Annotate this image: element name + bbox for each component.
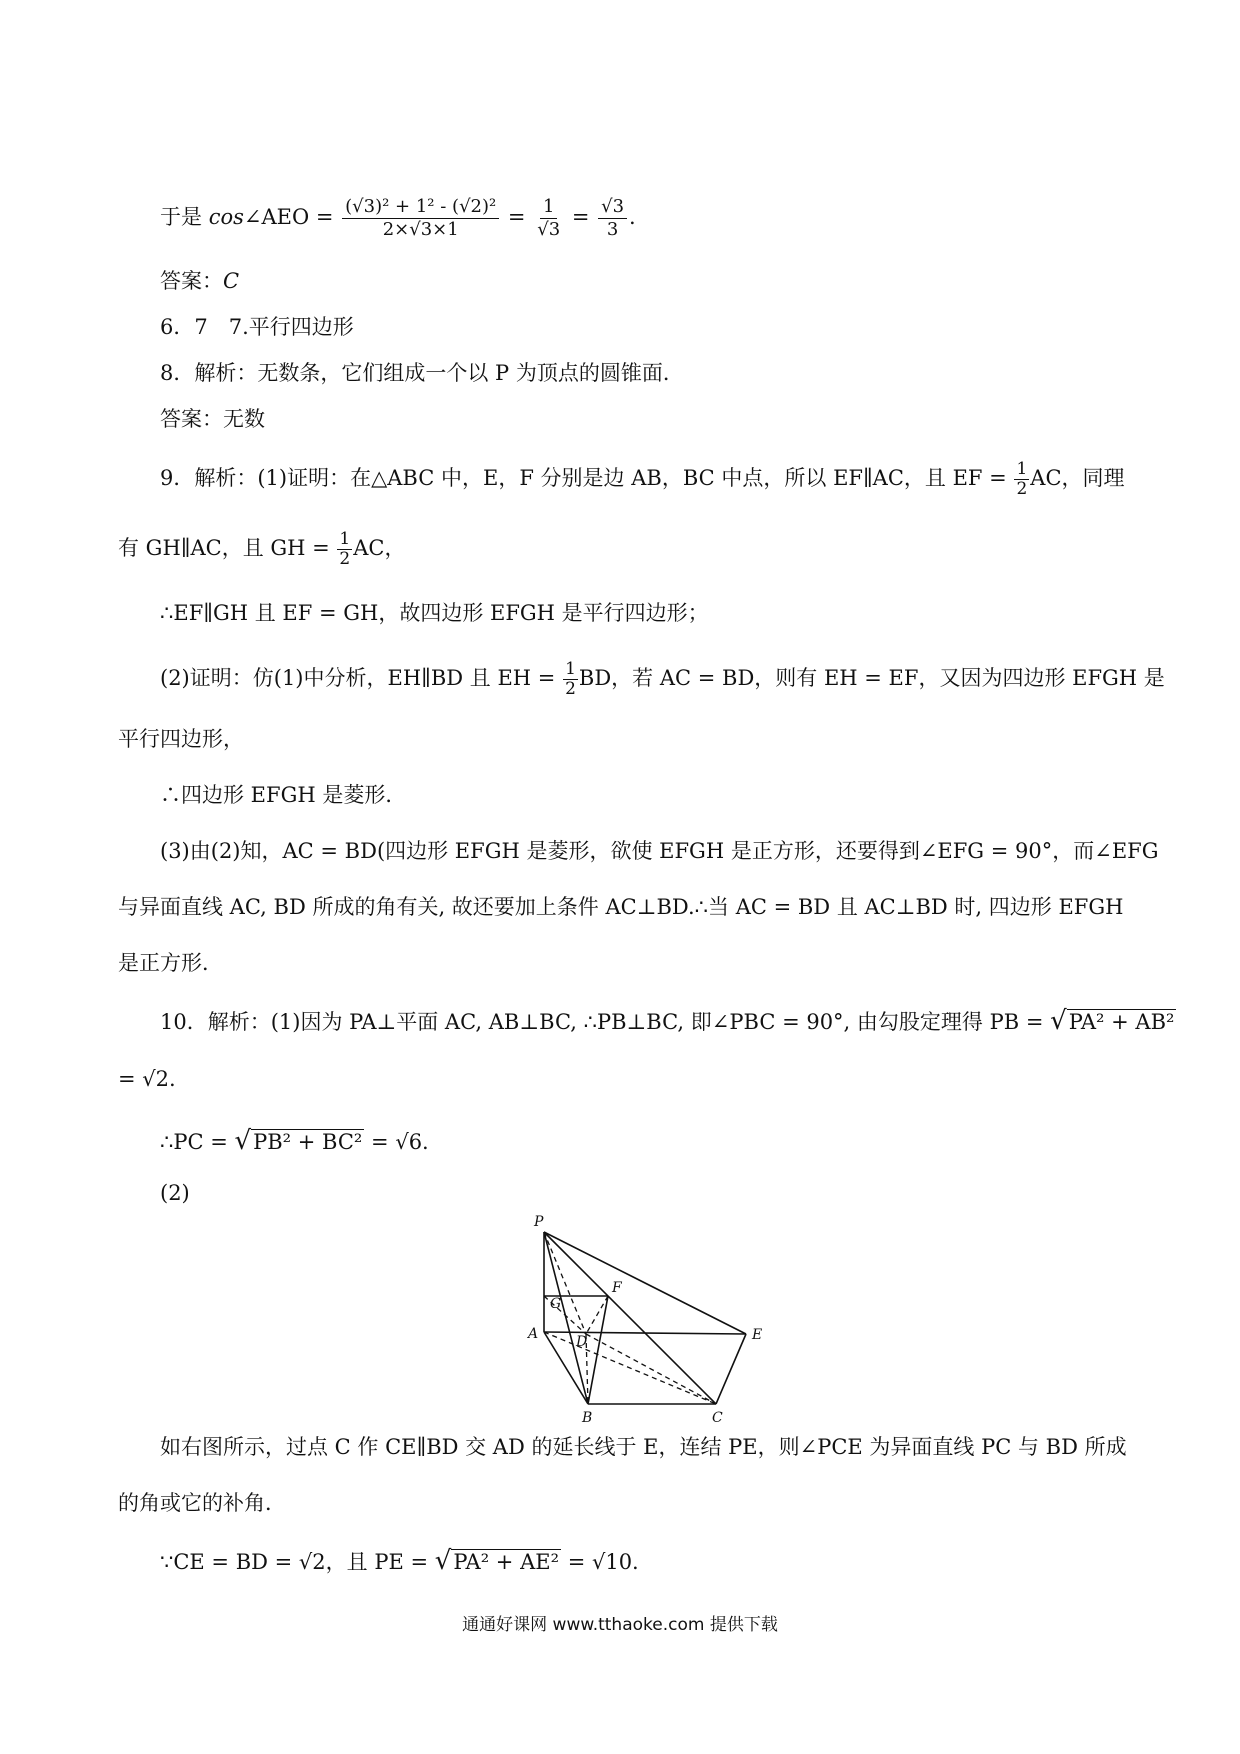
sqrt-expression: [235, 1126, 365, 1157]
radical-sign-icon: √: [1050, 1006, 1067, 1036]
text-segment: = √10.: [567, 1550, 639, 1574]
solution-9-line-7: (3)由(2)知，AC = BD(四边形 EFGH 是菱形，欲使 EFGH 是正方形，还要得到∠EFG = 90°，而∠EFG: [160, 839, 1159, 863]
cos-main-fraction: [342, 196, 499, 241]
text-segment: 10．解析：(1)因为 PA⊥平面 AC, AB⊥BC, ∴PB⊥BC, 即∠PBC = 90°, 由勾股定理得 PB =: [160, 1010, 1044, 1034]
fraction-numerator: √3: [598, 196, 627, 219]
solution-10-line-2: = √2.: [118, 1067, 176, 1091]
solution-9-line-6: ∴四边形 EFGH 是菱形．: [160, 783, 407, 807]
radicand: PA² + AE²: [453, 1550, 559, 1574]
text-segment: (2)证明：仿(1)中分析，EH∥BD 且 EH =: [160, 666, 556, 690]
half-fraction: [337, 530, 352, 569]
answer-line-8-result: 答案：无数: [160, 407, 265, 431]
fraction-denominator: 2: [1016, 479, 1028, 499]
text-segment: AC，: [353, 536, 406, 560]
solution-9-line-5: 平行四边形，: [118, 727, 244, 751]
label-b: B: [582, 1410, 593, 1426]
text-segment: ∴PC =: [160, 1130, 228, 1154]
fraction-numerator: (√3)² + 1² - (√2)²: [342, 196, 499, 219]
period: .: [629, 205, 636, 229]
fraction-denominator: √3: [537, 219, 561, 240]
cos-second-fraction: [534, 196, 563, 241]
answer-line-c: [160, 266, 239, 296]
sqrt-expression: [435, 1546, 561, 1577]
radicand: PB² + BC²: [253, 1130, 363, 1154]
solution-9-line-3: ∴EF∥GH 且 EF = GH，故四边形 EFGH 是平行四边形；: [160, 601, 709, 625]
fraction-numerator: 1: [339, 529, 351, 549]
solution-10-line-6: 的角或它的补角．: [118, 1491, 286, 1515]
label-p: P: [534, 1214, 544, 1230]
solution-10-line-7: [160, 1546, 639, 1577]
half-fraction: [563, 660, 578, 699]
fraction-numerator: 1: [565, 659, 576, 679]
text-prefix: 于是: [160, 205, 202, 229]
answer-line-6-7: 6．7 7.平行四边形: [160, 315, 354, 339]
solution-9-line-8: 与异面直线 AC, BD 所成的角有关, 故还要加上条件 AC⊥BD.∴当 AC = BD 且 AC⊥BD 时, 四边形 EFGH: [118, 895, 1124, 919]
solution-10-line-4: (2): [160, 1181, 190, 1205]
label-c: C: [712, 1410, 723, 1426]
text-segment: ∵CE = BD = √2，且 PE =: [160, 1550, 429, 1574]
fraction-denominator: 2: [339, 549, 351, 569]
answer-line-8: 8．解析：无数条，它们组成一个以 P 为顶点的圆锥面．: [160, 361, 684, 385]
text-segment: AC，同理: [1030, 466, 1125, 490]
radical-sign-icon: √: [434, 1546, 452, 1576]
equals-sign: =: [571, 205, 590, 229]
solution-10-line-5: 如右图所示，过点 C 作 CE∥BD 交 AD 的延长线于 E，连结 PE，则∠PCE 为异面直线 PC 与 BD 所成: [160, 1435, 1127, 1459]
fraction-numerator: 1: [1016, 459, 1028, 479]
answer-value: C: [223, 269, 240, 293]
radicand: PA² + AB²: [1068, 1010, 1175, 1034]
radical-sign-icon: √: [234, 1126, 252, 1156]
label-g: G: [550, 1296, 562, 1312]
cos-label: cos: [208, 205, 244, 229]
solution-9-line-2: [118, 530, 405, 569]
label-f: F: [612, 1280, 622, 1296]
fraction-denominator: 2: [565, 679, 576, 699]
answer-label: 答案：: [160, 269, 223, 293]
solution-9-line-1: [160, 460, 1125, 499]
text-segment: BD，若 AC = BD，则有 EH = EF，又因为四边形 EFGH 是: [578, 666, 1165, 690]
fraction-denominator: 2×√3×1: [382, 219, 459, 240]
angle-label: ∠AEO =: [243, 205, 334, 229]
half-fraction: [1014, 460, 1029, 499]
equals-sign: =: [507, 205, 526, 229]
pyramid-figure: [520, 1208, 790, 1426]
sqrt-expression: [1050, 1006, 1176, 1037]
fraction-denominator: 3: [606, 219, 619, 240]
solution-10-line-1: [160, 1006, 1176, 1037]
pyramid-diagram: [520, 1208, 790, 1426]
text-segment: 有 GH∥AC，且 GH =: [118, 536, 330, 560]
cos-formula-line: [160, 196, 636, 241]
solution-9-line-9: 是正方形．: [118, 951, 223, 975]
fraction-numerator: 1: [540, 196, 557, 219]
text-segment: 9．解析：(1)证明：在△ABC 中，E，F 分别是边 AB，BC 中点，所以 EF∥AC，且 EF =: [160, 466, 1007, 490]
solution-10-line-3: [160, 1126, 429, 1157]
page-footer: 通通好课网 www.tthaoke.com 提供下载: [462, 1615, 778, 1635]
label-a: A: [528, 1326, 539, 1342]
label-d: D: [576, 1334, 588, 1350]
cos-third-fraction: [598, 196, 627, 241]
text-segment: = √6.: [371, 1130, 429, 1154]
solution-9-line-4: [160, 660, 1165, 699]
label-e: E: [752, 1327, 763, 1343]
